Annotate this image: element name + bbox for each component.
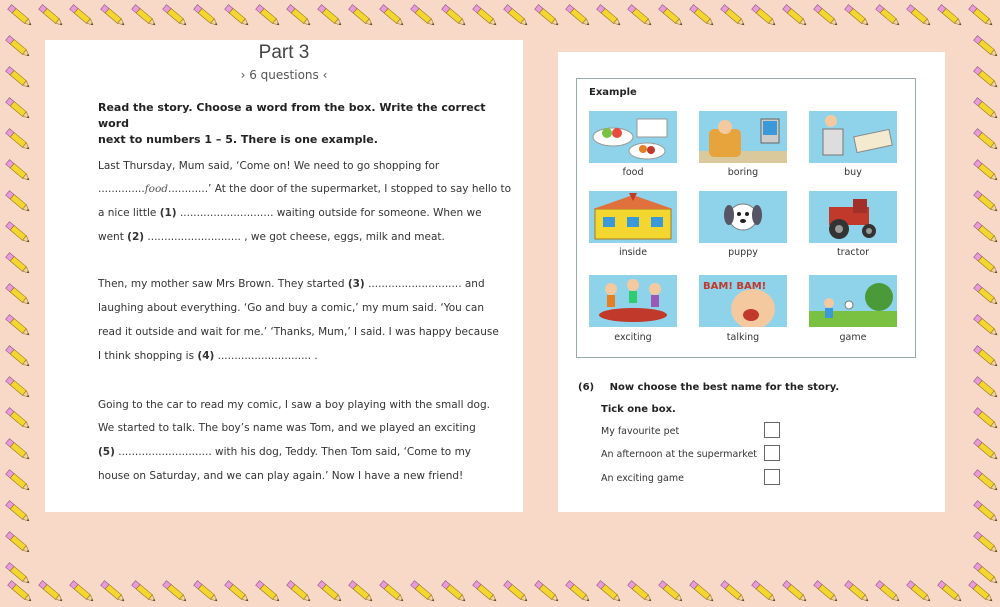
blank-number: (3) bbox=[347, 278, 365, 290]
pencil-icon bbox=[974, 532, 999, 555]
story-text: I think shopping is bbox=[98, 350, 198, 362]
pencil-icon bbox=[6, 346, 31, 369]
option-checkbox[interactable] bbox=[764, 445, 780, 461]
pencil-icon bbox=[721, 581, 746, 604]
word-label: exciting bbox=[614, 332, 652, 343]
story-line: Last Thursday, Mum said, ‘Come on! We need to go shopping for bbox=[98, 160, 440, 172]
story-page bbox=[45, 40, 523, 512]
story-text: ............’ At the door of the supermarket, I stopped to say hello to bbox=[168, 183, 512, 195]
pencil-icon bbox=[473, 581, 498, 604]
pencil-icon bbox=[256, 581, 281, 604]
story-line: laughing about everything. ‘Go and buy a comic,’ my mum said. ‘You can bbox=[98, 302, 485, 314]
pencil-icon bbox=[6, 315, 31, 338]
questions-count: › 6 questions ‹ bbox=[240, 68, 328, 82]
inside-picture bbox=[589, 191, 677, 243]
pencil-icon bbox=[876, 581, 901, 604]
word-label: puppy bbox=[728, 247, 758, 258]
pencil-icon bbox=[597, 581, 622, 604]
question-text: Now choose the best name for the story. bbox=[609, 382, 840, 393]
pencil-icon bbox=[974, 253, 999, 276]
pencil-icon bbox=[974, 36, 999, 59]
pencil-icon bbox=[659, 581, 684, 604]
pencil-icon bbox=[6, 129, 31, 152]
pencil-icon bbox=[194, 5, 219, 28]
story-text: Then, my mother saw Mrs Brown. They started bbox=[98, 278, 348, 290]
pencil-icon bbox=[163, 5, 188, 28]
answer-blank-1[interactable]: ............................ waiting outside for someone. When we bbox=[176, 207, 482, 219]
pencil-icon bbox=[287, 581, 312, 604]
pencil-icon bbox=[6, 532, 31, 555]
pencil-icon bbox=[6, 160, 31, 183]
pencil-icon bbox=[6, 408, 31, 431]
word-label: inside bbox=[618, 247, 648, 258]
pencil-icon bbox=[101, 5, 126, 28]
pencil-icon bbox=[566, 5, 591, 28]
example-title: Example bbox=[589, 87, 637, 98]
word-label: food bbox=[622, 167, 644, 178]
bam-text: BAM! BAM! bbox=[703, 281, 767, 292]
pencil-icon bbox=[256, 5, 281, 28]
talking-picture bbox=[699, 275, 787, 327]
answer-blank-3[interactable]: ............................ and bbox=[364, 278, 485, 290]
pencil-icon bbox=[974, 377, 999, 400]
instruction-line: Read the story. Choose a word from the box. Write the correct word bbox=[98, 101, 486, 130]
pencil-icon bbox=[6, 470, 31, 493]
pencil-icon bbox=[349, 5, 374, 28]
blank-number: (5) bbox=[98, 446, 115, 458]
pencil-icon bbox=[6, 284, 31, 307]
pencil-icon bbox=[659, 5, 684, 28]
pencil-icon bbox=[690, 581, 715, 604]
option-checkbox[interactable] bbox=[764, 422, 780, 438]
pencil-icon bbox=[287, 5, 312, 28]
word-label: game bbox=[839, 332, 867, 343]
pencil-icon bbox=[442, 581, 467, 604]
pencil-icon bbox=[6, 563, 31, 586]
pencil-icon bbox=[535, 5, 560, 28]
option-checkbox[interactable] bbox=[764, 469, 780, 485]
pencil-icon bbox=[349, 581, 374, 604]
pencil-icon bbox=[974, 563, 999, 586]
pencil-icon bbox=[969, 581, 994, 604]
answer-blank-2[interactable]: ............................ , we got cheese, eggs, milk and meat. bbox=[144, 231, 445, 243]
blank-number: (1) bbox=[159, 207, 177, 219]
pencil-icon bbox=[721, 5, 746, 28]
pencil-icon bbox=[6, 67, 31, 90]
pencil-icon bbox=[535, 581, 560, 604]
pencil-icon bbox=[938, 581, 963, 604]
pencil-icon bbox=[974, 222, 999, 245]
buy-picture bbox=[809, 111, 897, 163]
pencil-icon bbox=[907, 5, 932, 28]
blank-number: (4) bbox=[197, 350, 215, 362]
story-line bbox=[98, 183, 511, 195]
story-line: We started to talk. The boy’s name was Tom, and we played an exciting bbox=[98, 422, 476, 434]
pencil-icon bbox=[8, 5, 33, 28]
pencil-icon bbox=[876, 5, 901, 28]
pencil-icon bbox=[70, 5, 95, 28]
option-label: An exciting game bbox=[601, 473, 684, 484]
pencil-icon bbox=[70, 581, 95, 604]
pencil-icon bbox=[814, 5, 839, 28]
pencil-icon bbox=[39, 581, 64, 604]
pencil-icon bbox=[318, 5, 343, 28]
pencil-icon bbox=[6, 253, 31, 276]
word-box bbox=[576, 78, 916, 358]
pencil-icon bbox=[845, 5, 870, 28]
pencil-icon bbox=[814, 581, 839, 604]
pencil-icon bbox=[628, 581, 653, 604]
game-picture bbox=[809, 275, 897, 327]
pencil-icon bbox=[974, 67, 999, 90]
pencil-icon bbox=[974, 129, 999, 152]
pencil-icon bbox=[974, 284, 999, 307]
tick-instruction: Tick one box. bbox=[601, 404, 676, 415]
pencil-icon bbox=[6, 222, 31, 245]
word-label: talking bbox=[726, 332, 760, 343]
pencil-icon bbox=[783, 5, 808, 28]
pencil-icon bbox=[504, 581, 529, 604]
pencil-icon bbox=[442, 5, 467, 28]
pencil-icon bbox=[974, 315, 999, 338]
pencil-icon bbox=[504, 5, 529, 28]
example-answer: food bbox=[144, 183, 168, 195]
part-title: Part 3 bbox=[258, 42, 310, 63]
answer-blank-4[interactable]: ............................ . bbox=[214, 350, 318, 362]
pencil-icon bbox=[628, 5, 653, 28]
pencil-icon bbox=[380, 581, 405, 604]
story-line: Going to the car to read my comic, I saw a boy playing with the small dog. bbox=[98, 399, 490, 411]
pencil-icon bbox=[566, 581, 591, 604]
pencil-icon bbox=[6, 377, 31, 400]
word-box-page bbox=[558, 52, 945, 512]
pencil-icon bbox=[380, 5, 405, 28]
pencil-icon bbox=[6, 439, 31, 462]
pencil-icon bbox=[974, 501, 999, 524]
pencil-icon bbox=[974, 408, 999, 431]
story-line bbox=[98, 446, 471, 458]
instruction-line: next to numbers 1 – 5. There is one example. bbox=[98, 133, 378, 146]
pencil-icon bbox=[163, 581, 188, 604]
word-label: buy bbox=[844, 167, 862, 178]
pencil-icon bbox=[6, 36, 31, 59]
story-line bbox=[98, 278, 485, 290]
pencil-icon bbox=[225, 581, 250, 604]
pencil-icon bbox=[101, 581, 126, 604]
pencil-icon bbox=[8, 581, 33, 604]
pencil-icon bbox=[974, 470, 999, 493]
food-picture bbox=[589, 111, 677, 163]
pencil-icon bbox=[690, 5, 715, 28]
pencil-icon bbox=[132, 581, 157, 604]
pencil-icon bbox=[597, 5, 622, 28]
pencil-icon bbox=[6, 501, 31, 524]
pencil-icon bbox=[225, 5, 250, 28]
tractor-picture bbox=[809, 191, 897, 243]
pencil-icon bbox=[6, 98, 31, 121]
option-label: My favourite pet bbox=[601, 426, 680, 437]
pencil-icon bbox=[783, 581, 808, 604]
instructions bbox=[98, 100, 488, 148]
pencil-icon bbox=[938, 5, 963, 28]
story-text: went bbox=[98, 231, 128, 243]
pencil-icon bbox=[974, 346, 999, 369]
pencil-icon bbox=[411, 5, 436, 28]
blank-dots: .............. bbox=[98, 183, 145, 195]
pencil-icon bbox=[752, 581, 777, 604]
word-label: tractor bbox=[836, 247, 870, 258]
pencil-icon bbox=[974, 160, 999, 183]
pencil-icon bbox=[969, 5, 994, 28]
pencil-icon bbox=[845, 581, 870, 604]
pencil-icon bbox=[974, 98, 999, 121]
pencil-icon bbox=[752, 5, 777, 28]
story-line bbox=[98, 207, 482, 219]
pencil-icon bbox=[6, 191, 31, 214]
answer-blank-5[interactable]: ............................ with his dog, Teddy. Then Tom said, ‘Come to my bbox=[114, 446, 472, 458]
pencil-icon bbox=[974, 191, 999, 214]
boring-picture bbox=[699, 111, 787, 163]
pencil-icon bbox=[473, 5, 498, 28]
pencil-icon bbox=[194, 581, 219, 604]
pencil-icon bbox=[39, 5, 64, 28]
story-line: read it outside and wait for me.’ ‘Thanks, Mum,’ I said. I was happy because bbox=[98, 326, 499, 338]
story-line bbox=[98, 231, 445, 243]
word-label: boring bbox=[727, 167, 759, 178]
story-line: house on Saturday, and we can play again.’ Now I have a new friend! bbox=[98, 470, 464, 482]
puppy-picture bbox=[699, 191, 787, 243]
pencil-icon bbox=[318, 581, 343, 604]
blank-number: (2) bbox=[127, 231, 145, 243]
pencil-icon bbox=[132, 5, 157, 28]
question-6 bbox=[578, 382, 839, 393]
pencil-icon bbox=[974, 439, 999, 462]
exciting-picture bbox=[589, 275, 677, 327]
pencil-icon bbox=[907, 581, 932, 604]
question-number: (6) bbox=[578, 382, 595, 393]
option-label: An afternoon at the supermarket bbox=[601, 449, 758, 460]
story-line bbox=[98, 350, 318, 362]
pencil-icon bbox=[411, 581, 436, 604]
story-text: a nice little bbox=[98, 207, 160, 219]
